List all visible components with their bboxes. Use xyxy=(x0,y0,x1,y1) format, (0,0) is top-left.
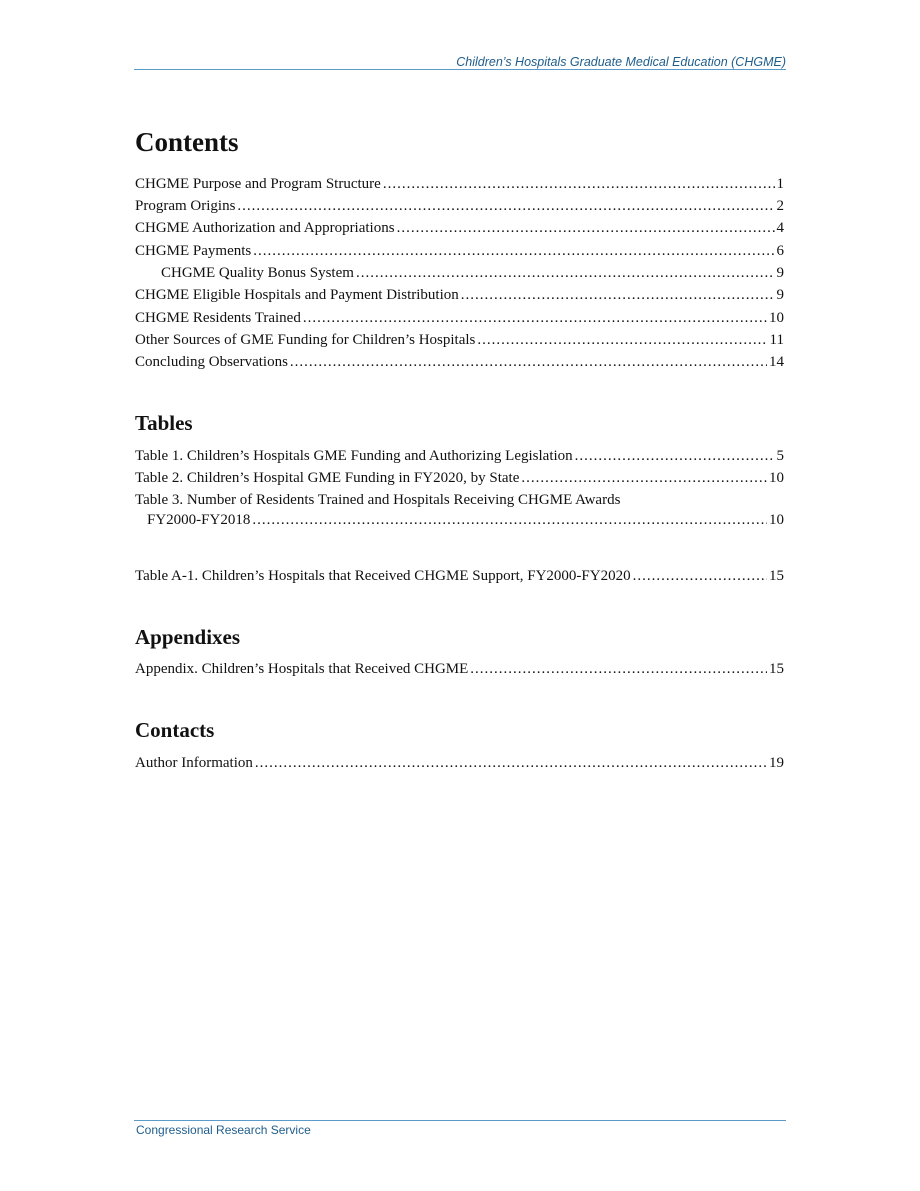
toc-leader-dots xyxy=(252,511,767,529)
toc-leader-dots xyxy=(477,331,767,349)
toc-entry-label: Concluding Observations xyxy=(135,354,288,370)
toc-entry-other-sources[interactable] xyxy=(135,331,784,349)
toc-leader-dots xyxy=(470,660,767,678)
toc-entry-label: CHGME Payments xyxy=(135,243,252,259)
appendixes-heading: Appendixes xyxy=(135,625,241,649)
toc-page-number: 19 xyxy=(769,755,784,771)
toc-leader-dots xyxy=(290,353,767,371)
toc-entry-payments[interactable] xyxy=(135,242,784,260)
footer-rule xyxy=(134,1120,786,1121)
footer-org-name: Congressional Research Service xyxy=(136,1123,311,1137)
toc-entry-label: CHGME Authorization and Appropriations xyxy=(135,220,395,236)
running-header: Children’s Hospitals Graduate Medical Education (CHGME) xyxy=(456,55,786,69)
toc-page-number: 4 xyxy=(776,220,784,236)
toc-page-number: 5 xyxy=(776,448,784,464)
toc-entry-table-a1[interactable] xyxy=(135,567,784,585)
toc-leader-dots xyxy=(303,309,767,327)
toc-entry-quality-bonus[interactable] xyxy=(135,264,784,282)
toc-entry-label: Table 2. Children’s Hospital GME Funding in FY2020, by State xyxy=(135,470,520,486)
toc-entry-chgme-purpose[interactable] xyxy=(135,175,784,193)
contacts-heading: Contacts xyxy=(135,718,215,742)
toc-leader-dots xyxy=(253,242,774,260)
toc-entry-eligible-hospitals[interactable] xyxy=(135,286,784,304)
toc-leader-dots xyxy=(521,469,767,487)
toc-entry-label: Other Sources of GME Funding for Children’s Hospitals xyxy=(135,332,476,348)
toc-leader-dots xyxy=(461,286,775,304)
toc-page-number: 10 xyxy=(769,310,784,326)
toc-entry-table-2[interactable] xyxy=(135,469,784,487)
toc-leader-dots xyxy=(383,175,775,193)
toc-entry-label: CHGME Eligible Hospitals and Payment Distribution xyxy=(135,287,459,303)
toc-entry-label: CHGME Quality Bonus System xyxy=(161,265,354,281)
toc-entry-label: Table 1. Children’s Hospitals GME Funding and Authorizing Legislation xyxy=(135,448,573,464)
tables-heading: Tables xyxy=(135,411,193,435)
toc-leader-dots xyxy=(356,264,775,282)
toc-entry-label: CHGME Residents Trained xyxy=(135,310,301,326)
toc-entry-program-origins[interactable] xyxy=(135,197,784,215)
toc-leader-dots xyxy=(237,197,774,215)
toc-page-number: 11 xyxy=(769,332,784,348)
toc-page-number: 10 xyxy=(769,512,784,528)
toc-entry-label: Author Information xyxy=(135,755,253,771)
toc-page-number: 14 xyxy=(769,354,784,370)
toc-page-number: 9 xyxy=(776,265,784,281)
toc-entry-label: Table 3. Number of Residents Trained and Hospitals Receiving CHGME Awards xyxy=(135,492,621,508)
toc-entry-table-3[interactable] xyxy=(135,491,784,529)
toc-page-number: 15 xyxy=(769,661,784,677)
toc-page-number: 1 xyxy=(776,176,784,192)
toc-page-number: 15 xyxy=(769,568,784,584)
toc-leader-dots xyxy=(397,219,775,237)
toc-page-number: 9 xyxy=(776,287,784,303)
toc-leader-dots xyxy=(633,567,767,585)
toc-entry-label: CHGME Purpose and Program Structure xyxy=(135,176,381,192)
toc-page-number: 10 xyxy=(769,470,784,486)
toc-entry-appendix[interactable] xyxy=(135,660,784,678)
toc-leader-dots xyxy=(255,754,767,772)
toc-entry-label: Program Origins xyxy=(135,198,236,214)
toc-entry-concluding[interactable] xyxy=(135,353,784,371)
toc-page-number: 6 xyxy=(776,243,784,259)
toc-leader-dots xyxy=(575,447,775,465)
header-rule xyxy=(134,69,786,70)
toc-entry-label: Table A-1. Children’s Hospitals that Received CHGME Support, FY2000-FY2020 xyxy=(135,568,631,584)
toc-entry-author-information[interactable] xyxy=(135,754,784,772)
toc-entry-residents-trained[interactable] xyxy=(135,309,784,327)
toc-entry-label-continued: FY2000-FY2018 xyxy=(147,512,251,528)
toc-entry-label: Appendix. Children’s Hospitals that Received CHGME xyxy=(135,661,469,677)
contents-heading: Contents xyxy=(135,127,239,157)
toc-page-number: 2 xyxy=(776,198,784,214)
toc-entry-authorization[interactable] xyxy=(135,219,784,237)
toc-entry-table-1[interactable] xyxy=(135,447,784,465)
